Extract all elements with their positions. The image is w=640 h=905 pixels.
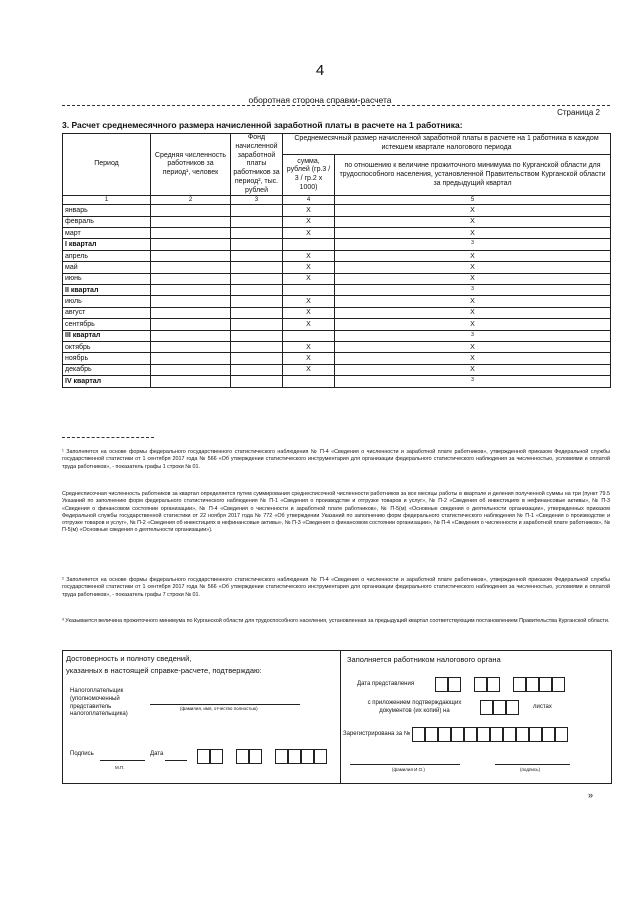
col-number: 4 bbox=[283, 196, 335, 205]
fund-cell[interactable] bbox=[231, 319, 283, 330]
inspector-name-field[interactable] bbox=[350, 764, 460, 765]
taxpayer-name-hint: (фамилия, имя, отчество полностью) bbox=[180, 706, 258, 711]
sum-cell[interactable] bbox=[283, 330, 335, 341]
avg-count-cell[interactable] bbox=[151, 364, 231, 375]
relation-cell-x: X bbox=[335, 250, 611, 261]
header-relation: по отношению к величине прожиточного минимума по Курганской области для трудоспособного населения, установленной Правительством Курганской области за предыдущий квартал bbox=[335, 155, 611, 196]
relation-cell-x: X bbox=[335, 307, 611, 318]
relation-cell-x: X bbox=[335, 262, 611, 273]
period-label: сентябрь bbox=[63, 319, 151, 330]
confirm-heading-2: указанных в настоящей справке-расчете, подтверждаю: bbox=[66, 666, 262, 675]
sum-cell-x: X bbox=[283, 341, 335, 352]
submission-date-box[interactable] bbox=[474, 677, 487, 692]
subtitle-divider bbox=[62, 105, 610, 106]
section-title: 3. Расчет среднемесячного размера начисленной заработной платы в расчете на 1 работника: bbox=[62, 120, 463, 130]
registration-number-box[interactable] bbox=[542, 727, 555, 742]
sum-cell[interactable] bbox=[283, 284, 335, 295]
quarter-row bbox=[63, 376, 611, 387]
month-row bbox=[63, 250, 611, 261]
sum-cell-x: X bbox=[283, 262, 335, 273]
avg-count-cell[interactable] bbox=[151, 228, 231, 239]
avg-count-cell[interactable] bbox=[151, 307, 231, 318]
avg-count-cell[interactable] bbox=[151, 296, 231, 307]
date-digit-box[interactable] bbox=[197, 749, 210, 764]
tax-office-heading: Заполняется работником налогового органа bbox=[347, 655, 501, 664]
relation-cell-x: X bbox=[335, 273, 611, 284]
date-digit-box[interactable] bbox=[210, 749, 223, 764]
registration-number-box[interactable] bbox=[503, 727, 516, 742]
fund-cell[interactable] bbox=[231, 262, 283, 273]
period-label: IV квартал bbox=[63, 376, 151, 387]
submission-date-box[interactable] bbox=[552, 677, 565, 692]
month-row bbox=[63, 364, 611, 375]
header-avg-count: Средняя численность работников за период¹, человек bbox=[151, 134, 231, 196]
registration-number-box[interactable] bbox=[490, 727, 503, 742]
registered-label: Зарегистрирована за № bbox=[343, 731, 411, 737]
relation-cell-x: X bbox=[335, 216, 611, 227]
fund-cell[interactable] bbox=[231, 341, 283, 352]
submission-date-box[interactable] bbox=[435, 677, 448, 692]
footnote-3: ³ Указывается величина прожиточного минимума по Курганской области для трудоспособного населения, установленная за предыдущий квартал соответствующим постановлением Правительства Курганской области. bbox=[62, 618, 610, 624]
footnote-2: ² Заполняется на основе формы федерального государственного статистического наблюдения № П-4 «Сведения о численности и заработной плате работников», утвержденной приказом Федеральной службы государственной статистики от 1 сентября 2017 года № 566 «Об утверждении статистического инструментария для организации федерального статистического наблюдения за численностью, условиями и оплатой труда работников», - показатель графы 7 строки № 01. bbox=[62, 577, 610, 598]
month-row bbox=[63, 296, 611, 307]
sum-cell-x: X bbox=[283, 273, 335, 284]
relation-footnote-cell: 3 bbox=[335, 239, 611, 250]
taxpayer-label: Налогоплательщик (уполномоченный представитель налогоплательщика) bbox=[70, 688, 128, 718]
avg-count-cell[interactable] bbox=[151, 205, 231, 216]
taxpayer-name-field[interactable] bbox=[150, 704, 300, 705]
avg-count-cell[interactable] bbox=[151, 330, 231, 341]
footnote-divider bbox=[62, 437, 154, 438]
sum-cell[interactable] bbox=[283, 239, 335, 250]
col-number: 3 bbox=[231, 196, 283, 205]
month-row bbox=[63, 216, 611, 227]
col-number: 2 bbox=[151, 196, 231, 205]
submission-date-box[interactable] bbox=[539, 677, 552, 692]
avg-count-cell[interactable] bbox=[151, 341, 231, 352]
relation-cell-x: X bbox=[335, 228, 611, 239]
relation-footnote-cell: 3 bbox=[335, 376, 611, 387]
sum-cell-x: X bbox=[283, 319, 335, 330]
period-label: октябрь bbox=[63, 341, 151, 352]
fund-cell[interactable] bbox=[231, 296, 283, 307]
period-label: июль bbox=[63, 296, 151, 307]
page-label: Страница 2 bbox=[557, 108, 600, 117]
sheets-count-box[interactable] bbox=[493, 700, 506, 715]
period-label: июнь bbox=[63, 273, 151, 284]
submission-date-label: Дата представления bbox=[357, 681, 415, 687]
date-digit-box[interactable] bbox=[236, 749, 249, 764]
avg-count-cell[interactable] bbox=[151, 250, 231, 261]
relation-cell-x: X bbox=[335, 341, 611, 352]
sum-cell-x: X bbox=[283, 364, 335, 375]
relation-cell-x: X bbox=[335, 353, 611, 364]
inspector-signature-field[interactable] bbox=[495, 764, 570, 765]
sum-cell-x: X bbox=[283, 353, 335, 364]
registration-number-box[interactable] bbox=[464, 727, 477, 742]
fund-cell[interactable] bbox=[231, 273, 283, 284]
signature-label: Подпись bbox=[70, 751, 94, 757]
period-label: май bbox=[63, 262, 151, 273]
month-row bbox=[63, 319, 611, 330]
quarter-row bbox=[63, 330, 611, 341]
period-label: февраль bbox=[63, 216, 151, 227]
avg-count-cell[interactable] bbox=[151, 273, 231, 284]
inspector-signature-hint: (подпись) bbox=[520, 767, 541, 772]
salary-table bbox=[62, 133, 611, 388]
submission-date-box[interactable] bbox=[526, 677, 539, 692]
period-label: декабрь bbox=[63, 364, 151, 375]
registration-number-box[interactable] bbox=[516, 727, 529, 742]
period-label: III квартал bbox=[63, 330, 151, 341]
sum-cell[interactable] bbox=[283, 376, 335, 387]
registration-number-box[interactable] bbox=[451, 727, 464, 742]
period-label: II квартал bbox=[63, 284, 151, 295]
submission-date-box[interactable] bbox=[513, 677, 526, 692]
avg-count-cell[interactable] bbox=[151, 239, 231, 250]
relation-cell-x: X bbox=[335, 205, 611, 216]
registration-number-box[interactable] bbox=[425, 727, 438, 742]
header-period: Период bbox=[63, 134, 151, 196]
footnote-1: ¹ Заполняется на основе формы федерального государственного статистического наблюдения № П-4 «Сведения о численности и заработной плате работников», утвержденной приказом Федеральной службы государственной статистики от 1 сентября 2017 года № 566 «Об утверждении статистического инструментария для организации федерального статистического наблюдения за численностью, условиями и оплатой труда работников», - показатель графы 1 строки № 01. bbox=[62, 449, 610, 470]
fund-cell[interactable] bbox=[231, 376, 283, 387]
avg-count-cell[interactable] bbox=[151, 216, 231, 227]
fund-cell[interactable] bbox=[231, 353, 283, 364]
sum-cell-x: X bbox=[283, 228, 335, 239]
footnote-1-detail: Среднесписочная численность работников за квартал определяется путем суммирования среднесписочной численности работников за все месяцы работы в квартале и деления полученной суммы на три (пункт 79.5 Указаний по заполнению форм федерального статистического наблюдения № П-1 «Сведения о производстве и отгрузке товаров и услуг», № П-2 «Сведения об инвестициях в нефинансовые активы», № П-3 «Сведения о финансовом состоянии организации», № П-4 «Сведения о численности и заработной плате работников», № П-5(м) «Основные сведения о деятельности организации», утвержденных приказом Федеральной службы государственной статистики от 22 ноября 2017 года № 772 «Об утверждении Указаний по заполнению форм федерального статистического наблюдения № П-1 «Сведения о производстве и отгрузке товаров и услуг», № П-2 «Сведения об инвестициях в нефинансовые активы», № П-3 «Сведения о финансовом состоянии организации», № П-4 «Сведения о численности и заработной плате работников», № П-5(м) «Основные сведения о деятельности организации»). bbox=[62, 491, 610, 534]
relation-cell-x: X bbox=[335, 296, 611, 307]
submission-date-box[interactable] bbox=[487, 677, 500, 692]
column-numbers-row bbox=[63, 196, 611, 205]
fund-cell[interactable] bbox=[231, 284, 283, 295]
stamp-label: М.П. bbox=[115, 765, 125, 770]
sheets-count-box[interactable] bbox=[480, 700, 493, 715]
col-number: 1 bbox=[63, 196, 151, 205]
fund-cell[interactable] bbox=[231, 228, 283, 239]
date-label: Дата bbox=[150, 751, 164, 757]
registration-number-box[interactable] bbox=[555, 727, 568, 742]
col-number: 5 bbox=[335, 196, 611, 205]
sum-cell-x: X bbox=[283, 307, 335, 318]
submission-date-box[interactable] bbox=[448, 677, 461, 692]
signature-field[interactable] bbox=[100, 760, 145, 761]
period-label: август bbox=[63, 307, 151, 318]
header-fund: Фонд начисленной заработной платы работников за период², тыс. рублей bbox=[231, 134, 283, 196]
period-label: ноябрь bbox=[63, 353, 151, 364]
sum-cell-x: X bbox=[283, 296, 335, 307]
header-group: Среднемесячный размер начисленной заработной платы в расчете на 1 работника в каждом истекшем квартале налогового периода bbox=[283, 134, 611, 155]
month-row bbox=[63, 205, 611, 216]
sum-cell-x: X bbox=[283, 250, 335, 261]
month-row bbox=[63, 228, 611, 239]
quarter-row bbox=[63, 284, 611, 295]
relation-footnote-cell: 3 bbox=[335, 330, 611, 341]
inspector-name-hint: (фамилия И.О.) bbox=[392, 767, 425, 772]
registration-number-box[interactable] bbox=[412, 727, 425, 742]
attachment-label: с приложением подтверждающих документов (их копий) на bbox=[367, 700, 462, 714]
avg-count-cell[interactable] bbox=[151, 353, 231, 364]
fund-cell[interactable] bbox=[231, 330, 283, 341]
quarter-row bbox=[63, 239, 611, 250]
period-label: I квартал bbox=[63, 239, 151, 250]
registration-number-box[interactable] bbox=[477, 727, 490, 742]
month-row bbox=[63, 262, 611, 273]
date-digit-box[interactable] bbox=[275, 749, 288, 764]
date-underline bbox=[165, 760, 187, 761]
period-label: март bbox=[63, 228, 151, 239]
sum-cell-x: X bbox=[283, 205, 335, 216]
fund-cell[interactable] bbox=[231, 250, 283, 261]
registration-number-box[interactable] bbox=[438, 727, 451, 742]
block-divider bbox=[340, 650, 341, 784]
fund-cell[interactable] bbox=[231, 205, 283, 216]
period-label: январь bbox=[63, 205, 151, 216]
date-digit-box[interactable] bbox=[249, 749, 262, 764]
fund-cell[interactable] bbox=[231, 216, 283, 227]
fund-cell[interactable] bbox=[231, 239, 283, 250]
fund-cell[interactable] bbox=[231, 307, 283, 318]
avg-count-cell[interactable] bbox=[151, 284, 231, 295]
confirm-heading-1: Достоверность и полноту сведений, bbox=[66, 654, 192, 663]
header-sum: сумма, рублей (гр.3 / 3 / гр.2 х 1000) bbox=[283, 155, 335, 196]
month-row bbox=[63, 341, 611, 352]
avg-count-cell[interactable] bbox=[151, 262, 231, 273]
relation-footnote-cell: 3 bbox=[335, 284, 611, 295]
fund-cell[interactable] bbox=[231, 364, 283, 375]
avg-count-cell[interactable] bbox=[151, 319, 231, 330]
sum-cell-x: X bbox=[283, 216, 335, 227]
date-digit-box[interactable] bbox=[288, 749, 301, 764]
date-digit-box[interactable] bbox=[314, 749, 327, 764]
page-subtitle: оборотная сторона справки-расчета bbox=[248, 95, 392, 105]
month-row bbox=[63, 307, 611, 318]
avg-count-cell[interactable] bbox=[151, 376, 231, 387]
page-number: 4 bbox=[315, 62, 325, 79]
month-row bbox=[63, 273, 611, 284]
relation-cell-x: X bbox=[335, 319, 611, 330]
sheets-count-box[interactable] bbox=[506, 700, 519, 715]
month-row bbox=[63, 353, 611, 364]
registration-number-box[interactable] bbox=[529, 727, 542, 742]
date-digit-box[interactable] bbox=[301, 749, 314, 764]
footer-mark: » bbox=[588, 790, 594, 800]
sheets-label: листах bbox=[533, 704, 552, 710]
relation-cell-x: X bbox=[335, 364, 611, 375]
period-label: апрель bbox=[63, 250, 151, 261]
